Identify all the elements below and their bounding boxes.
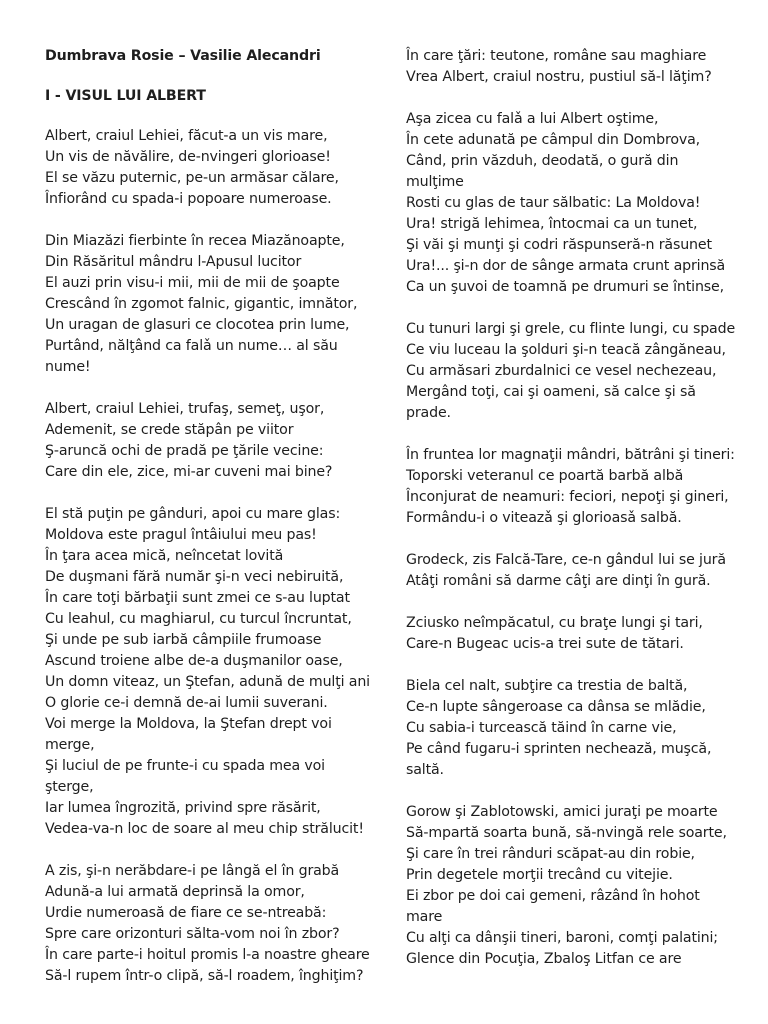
verse-line: Şi luciul de pe frunte-i cu spada mea voi şterge, [45,758,325,795]
verse-line: Rosti cu glas de taur sălbatic: La Moldova! [406,195,701,211]
verse-line: Moldova este pragul întâiului meu pas! [45,527,317,543]
verse-line: Biela cel nalt, subţire ca trestia de baltă, [406,678,688,694]
verse-line: Cu alţi ca dânşii tineri, baroni, comţi palatini; [406,930,718,946]
verse-line: Care din ele, zice, mi-ar cuveni mai bine? [45,464,333,480]
verse-line: Şi care în trei rânduri scăpat-au din robie, [406,846,695,862]
verse-line: În care parte-i hoitul promis l-a noastre gheare [45,947,370,963]
verse-line: Să-l rupem într-o clipă, să-l roadem, înghiţim? [45,968,364,984]
stanza [45,399,371,483]
verse-line: A zis, şi-n nerăbdare-i pe lângă el în grabă [45,863,340,879]
verse-line: Zciusko neîmpăcatul, cu braţe lungi şi tari, [406,615,703,631]
stanza [45,504,371,840]
verse-line: Iar lumea îngrozită, privind spre răsărit, [45,800,321,816]
verse-line: El auzi prin visu-i mii, mii de mii de şoapte [45,275,340,291]
stanza [45,861,371,987]
verse-line: Ca un şuvoi de toamnă pe drumuri se întinse, [406,279,724,295]
verse-line: Albert, craiul Lehiei, făcut-a un vis mare, [45,128,328,144]
verse-line: Un uragan de glasuri ce clocotea prin lume, [45,317,350,333]
verse-line: Prin degetele morţii trecând cu vitejie. [406,867,673,883]
verse-line: De duşmani fără număr şi-n veci nebiruită, [45,569,344,585]
stanza [406,46,736,88]
verse-line: Cu tunuri largi şi grele, cu flinte lungi, cu spade [406,321,736,337]
right-column [406,46,736,991]
verse-line: În ţara acea mică, neîncetat lovită [45,548,284,564]
verse-line: Ce viu luceau la şolduri şi-n teacă zângăneau, [406,342,726,358]
verse-line: În care toţi bărbaţii sunt zmei ce s-au luptat [45,590,350,606]
verse-line: Şi unde pe sub iarbă câmpiile frumoase [45,632,322,648]
verse-line: Înconjurat de neamuri: feciori, nepoţi şi gineri, [406,489,729,505]
verse-line: Ei zbor pe doi cai gemeni, râzând în hohot mare [406,888,700,925]
verse-line: Vedea-va-n loc de soare al meu chip strălucit! [45,821,364,837]
verse-line: În care ţări: teutone, române sau maghiare [406,48,707,64]
verse-line: Cu sabia-i turcească tăind în carne vie, [406,720,677,736]
verse-line: Toporski veteranul ce poartă barbă albă [406,468,684,484]
verse-line: Ce-n lupte sângeroase ca dânsa se mlădie, [406,699,706,715]
verse-line: Cu armăsari zburdalnici ce vesel nechezeau, [406,363,717,379]
stanza [406,802,736,970]
stanza [45,126,371,210]
verse-line: Când, prin văzduh, deodată, o gură din mulţime [406,153,679,190]
verse-line: Un domn viteaz, un Ştefan, adună de mulţi ani [45,674,370,690]
verse-line: Glence din Pocuţia, Zbaloş Litfan ce are [406,951,682,967]
verse-line: Aşa zicea cu falǎ a lui Albert oştime, [406,111,659,127]
verse-line: Şi văi şi munţi şi codri răspunseră-n răsunet [406,237,712,253]
section-heading: I - VISUL LUI ALBERT [45,88,206,104]
verse-line: Grodeck, zis Falcă-Tare, ce-n gândul lui se jură [406,552,726,568]
verse-line: Ura!... şi-n dor de sânge armata crunt aprinsă [406,258,726,274]
verse-line: Albert, craiul Lehiei, trufaş, semeţ, uşor, [45,401,325,417]
stanza [406,109,736,298]
stanza [406,676,736,781]
verse-line: Să-mpartă soarta bună, să-nvingă rele soarte, [406,825,727,841]
stanza [45,231,371,378]
stanza [406,319,736,424]
verse-line: Pe când fugaru-i sprinten nechează, muşcă, saltă. [406,741,712,778]
verse-line: Spre care orizonturi sălta-vom noi în zbor? [45,926,340,942]
verse-line: Ademenit, se crede stăpân pe viitor [45,422,294,438]
verse-line: Urdie numeroasă de fiare ce se-ntreabă: [45,905,327,921]
stanza [406,550,736,592]
verse-line: Care-n Bugeac ucis-a trei sute de tătari. [406,636,684,652]
verse-line: Din Răsăritul mândru l-Apusul lucitor [45,254,302,270]
verse-line: Mergând toţi, cai şi oameni, să calce şi să prade. [406,384,696,421]
stanza [406,613,736,655]
verse-line: El se văzu puternic, pe-un armăsar călare, [45,170,339,186]
verse-line: Formându-i o viteazǎ şi glorioasǎ salbă. [406,510,682,526]
verse-line: Înfiorând cu spada-i popoare numeroase. [45,191,332,207]
verse-line: Atâţi români să darme câţi are dinţi în gură. [406,573,711,589]
verse-line: O glorie ce-i demnă de-ai lumii suverani. [45,695,328,711]
left-column [45,46,371,1008]
verse-line: El stă puţin pe gânduri, apoi cu mare glas: [45,506,341,522]
verse-line: Adună-a lui armată deprinsă la omor, [45,884,305,900]
verse-line: Un vis de năvălire, de-nvingeri glorioase! [45,149,331,165]
verse-line: Voi merge la Moldova, la Ştefan drept voi merge, [45,716,332,753]
stanza [406,445,736,529]
verse-line: Gorow şi Zablotowski, amici juraţi pe moarte [406,804,718,820]
verse-line: Ş-aruncă ochi de pradă pe ţările vecine: [45,443,324,459]
verse-line: Purtând, nălţând ca falǎ un nume… al său nume! [45,338,338,375]
verse-line: Din Miazăzi fierbinte în recea Miazănoapte, [45,233,345,249]
verse-line: Ura! strigă lehimea, întocmai ca un tunet, [406,216,698,232]
document-title: Dumbrava Rosie – Vasilie Alecandri [45,48,321,64]
verse-line: Cu leahul, cu maghiarul, cu turcul încruntat, [45,611,352,627]
verse-line: Crescând în zgomot falnic, gigantic, imnător, [45,296,358,312]
verse-line: Ascund troiene albe de-a duşmanilor oase, [45,653,343,669]
verse-line: În cete adunată pe câmpul din Dombrova, [406,132,700,148]
verse-line: Vrea Albert, craiul nostru, pustiul să-l lăţim? [406,69,712,85]
verse-line: În fruntea lor magnaţii mândri, bătrâni şi tineri: [406,447,735,463]
